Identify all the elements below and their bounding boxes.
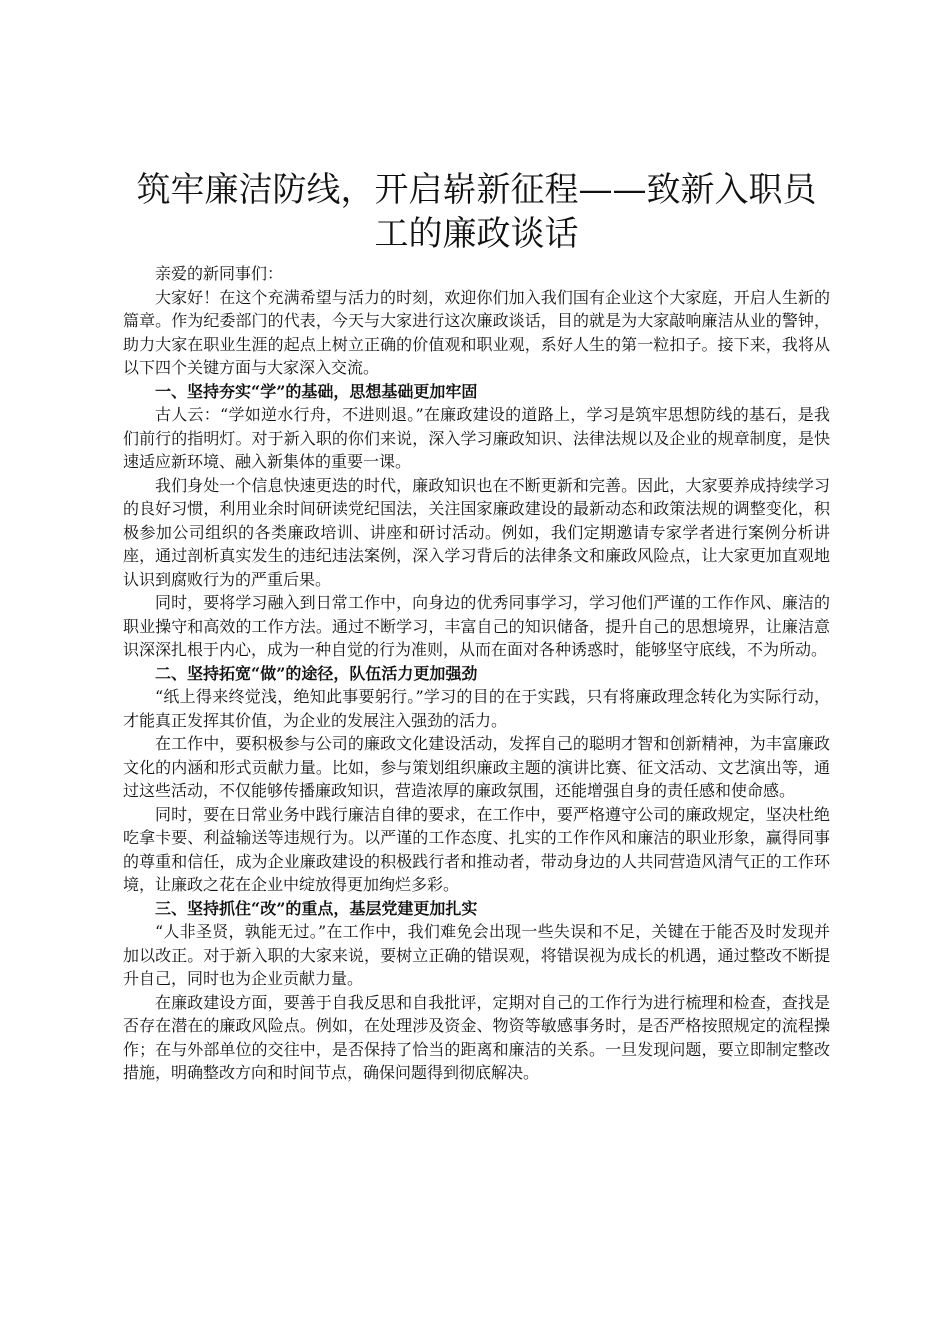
section-heading-1: 一、坚持夯实“学”的基础，思想基础更加牢固 — [155, 381, 478, 401]
section-1-paragraph-2: 我们身处一个信息快速更迭的时代，廉政知识也在不断更新和完善。因此，大家要养成持续学习的良好习惯，利用业余时间研读党纪国法，关注国家廉政建设的最新动态和政策法规的调整变化，积极参加公司组织的各类廉政培训、讲座和研讨活动。例如，我们定期邀请专家学者进行案例分析讲座，通过剖析真实发生的违纪违法案例，深入学习背后的法律条文和廉政风险点，让大家更加直观地认识到腐败行为的严重后果。 — [123, 475, 830, 589]
greeting: 亲爱的新同事们： — [155, 264, 284, 283]
section-1-paragraph-3: 同时，要将学习融入到日常工作中，向身边的优秀同事学习，学习他们严谨的工作作风、廉洁的职业操守和高效的工作方法。通过不断学习，丰富自己的知识储备，提升自己的思想境界，让廉洁意识深深扎根于内心，成为一种自觉的行为准则，从而在面对各种诱惑时，能够坚守底线，不为所动。 — [123, 593, 830, 659]
document-title: 筑牢廉洁防线，开启崭新征程——致新入职员工的廉政谈话 — [136, 170, 817, 254]
document-body — [123, 262, 830, 1085]
section-heading-2: 二、坚持拓宽“做”的途径，队伍活力更加强劲 — [155, 663, 478, 683]
section-2-paragraph-1: “纸上得来终觉浅，绝知此事要躬行。”学习的目的在于实践，只有将廉政理念转化为实际行动，才能真正发挥其价值，为企业的发展注入强劲的活力。 — [123, 687, 830, 730]
document-page — [123, 168, 830, 1085]
intro-paragraph: 大家好！在这个充满希望与活力的时刻，欢迎你们加入我们国有企业这个大家庭，开启人生新的篇章。作为纪委部门的代表，今天与大家进行这次廉政谈话，目的就是为大家敲响廉洁从业的警钟，助力大家在职业生涯的起点上树立正确的价值观和职业观，系好人生的第一粒扣子。接下来，我将从以下四个关键方面与大家深入交流。 — [123, 287, 830, 377]
section-3-paragraph-2: 在廉政建设方面，要善于自我反思和自我批评，定期对自己的工作行为进行梳理和检查，查找是否存在潜在的廉政风险点。例如，在处理涉及资金、物资等敏感事务时，是否严格按照规定的流程操作；在与外部单位的交往中，是否保持了恰当的距离和廉洁的关系。一旦发现问题，要立即制定整改措施，明确整改方向和时间节点，确保问题得到彻底解决。 — [123, 992, 830, 1082]
section-2-paragraph-3: 同时，要在日常业务中践行廉洁自律的要求，在工作中，要严格遵守公司的廉政规定，坚决杜绝吃拿卡要、利益输送等违规行为。以严谨的工作态度、扎实的工作作风和廉洁的职业形象，赢得同事的尊重和信任，成为企业廉政建设的积极践行者和推动者，带动身边的人共同营造风清气正的工作环境，让廉政之花在企业中绽放得更加绚烂多彩。 — [123, 804, 830, 894]
section-3-paragraph-1: “人非圣贤，孰能无过。”在工作中，我们难免会出现一些失误和不足，关键在于能否及时发现并加以改正。对于新入职的大家来说，要树立正确的错误观，将错误视为成长的机遇，通过整改不断提升自己，同时也为企业贡献力量。 — [123, 922, 830, 988]
section-heading-3: 三、坚持抓住“改”的重点，基层党建更加扎实 — [155, 898, 478, 918]
section-1-paragraph-1: 古人云：“学如逆水行舟，不进则退。”在廉政建设的道路上，学习是筑牢思想防线的基石，是我们前行的指明灯。对于新入职的你们来说，深入学习廉政知识、法律法规以及企业的规章制度，是快速适应新环境、融入新集体的重要一课。 — [123, 405, 830, 471]
section-2-paragraph-2: 在工作中，要积极参与公司的廉政文化建设活动，发挥自己的聪明才智和创新精神，为丰富廉政文化的内涵和形式贡献力量。比如，参与策划组织廉政主题的演讲比赛、征文活动、文艺演出等，通过这些活动，不仅能够传播廉政知识，营造浓厚的廉政氛围，还能增强自身的责任感和使命感。 — [123, 734, 830, 800]
